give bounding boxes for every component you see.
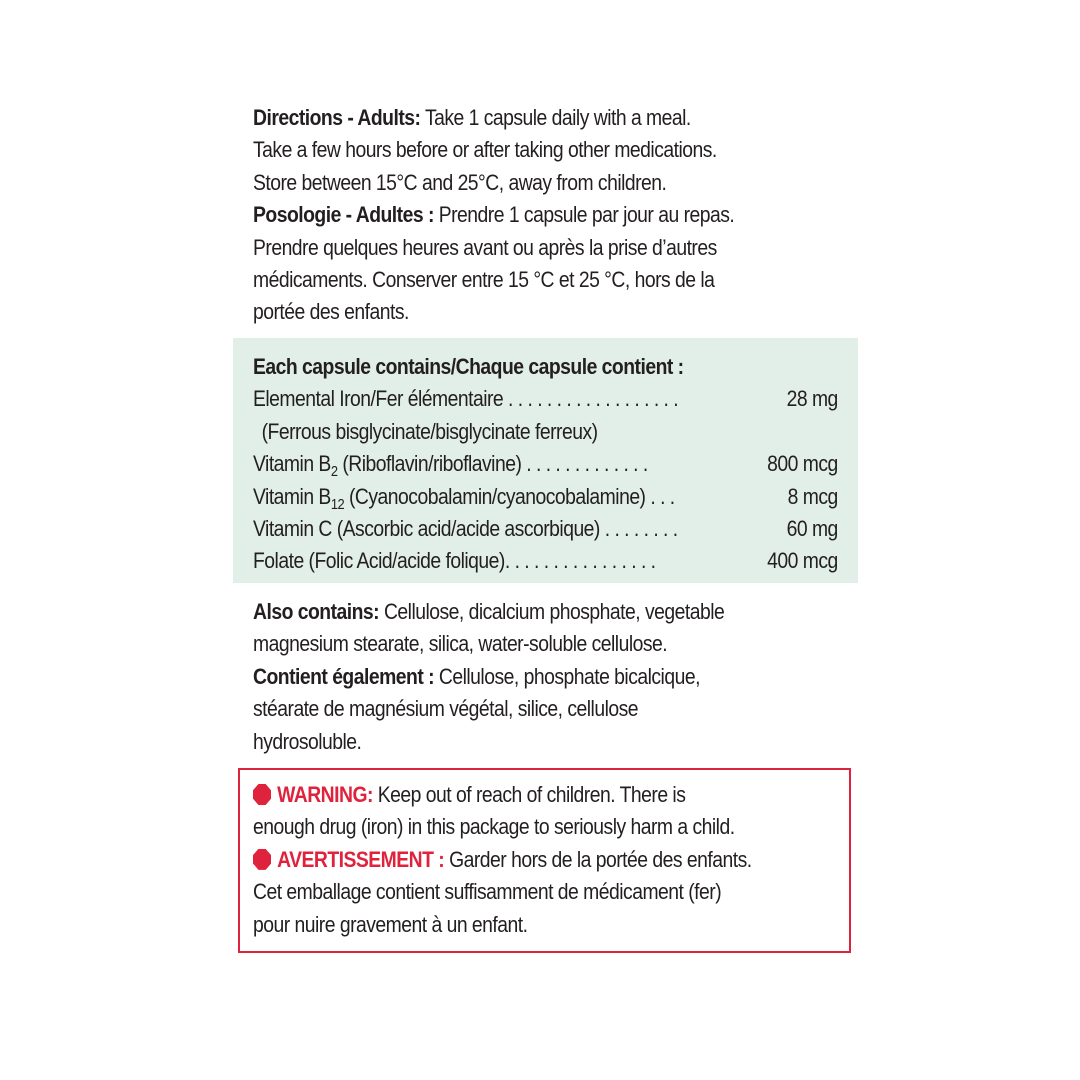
leader-dots: . . . <box>645 483 675 509</box>
warning-fr-line-1: AVERTISSEMENT : Garder hors de la portée des enfants. <box>253 844 752 876</box>
warning-en-heading: WARNING: <box>277 782 373 807</box>
composition-heading: Each capsule contains/Chaque capsule contient : <box>253 354 684 379</box>
directions-fr-line-3: médicaments. Conserver entre 15 °C et 25 °C, hors de la <box>253 267 715 293</box>
warning-fr-heading: AVERTISSEMENT : <box>277 846 445 872</box>
directions-en-line-1: Directions - Adults: Take 1 capsule daily with a meal. <box>253 105 691 130</box>
warning-fr-line-2: Cet emballage contient suffisamment de médicament (fer) <box>253 879 722 905</box>
ingredient-row-vitamin-c <box>253 513 838 545</box>
also-en-line-1: Also contains: Cellulose, dicalcium phosphate, vegetable <box>253 599 725 624</box>
ingredient-name: Vitamin $B_{12}$ (Cyanocobalamin/cyanocobalamine) <box>253 483 646 513</box>
directions-fr-heading: Posologie - Adultes : <box>253 202 434 228</box>
also-fr-line-3: hydrosoluble. <box>253 728 362 754</box>
ingredient-name: Vitamin $B_2$ (Riboflavin/riboflavine) <box>253 451 522 481</box>
ingredient-amount: 400 mcg <box>767 548 838 574</box>
leader-dots: . . . . . . . . <box>599 516 678 542</box>
directions-en-heading: Directions - Adults: <box>253 105 421 130</box>
directions-fr-line-1: Posologie - Adultes : Prendre 1 capsule par jour au repas. <box>253 202 735 228</box>
ingredient-amount: 8 mcg <box>787 483 838 509</box>
stop-sign-icon <box>253 784 271 805</box>
directions-en-line-2: Take a few hours before or after taking other medications. <box>253 137 717 163</box>
ingredient-amount: 60 mg <box>786 516 838 542</box>
directions-fr-line-2: Prendre quelques heures avant ou après la prise d’autres <box>253 234 717 260</box>
also-fr-line-1: Contient également : Cellulose, phosphate bicalcique, <box>253 663 700 689</box>
ingredient-name: Elemental Iron/Fer élémentaire <box>253 386 504 412</box>
warning-fr-line-3: pour nuire gravement à un enfant. <box>253 911 528 937</box>
leader-dots: . . . . . . . . . . . . . <box>521 451 648 477</box>
warning-en-line-1: WARNING: Keep out of reach of children. There is <box>253 779 752 811</box>
ingredient-row-iron <box>253 383 838 415</box>
ingredient-name: Vitamin C (Ascorbic acid/acide ascorbique) <box>253 516 600 542</box>
warning-content <box>253 779 752 941</box>
directions-en-line-3: Store between 15°C and 25°C, away from children. <box>253 169 667 195</box>
also-en-heading: Also contains: <box>253 599 380 624</box>
ingredient-row-b12 <box>253 481 838 513</box>
stop-sign-icon <box>253 849 271 870</box>
ingredient-row-b2 <box>253 448 838 480</box>
also-fr-heading: Contient également : <box>253 663 435 689</box>
leader-dots: . . . . . . . . . . . . . . . . . . <box>503 386 679 412</box>
warning-box <box>238 768 851 953</box>
ingredient-row-folate <box>253 545 838 577</box>
ingredient-name: Folate (Folic Acid/acide folique) <box>253 548 505 574</box>
also-fr-line-2: stéarate de magnésium végétal, silice, cellulose <box>253 696 639 722</box>
also-contains-section <box>253 596 724 758</box>
warning-en-line-2: enough drug (iron) in this package to seriously harm a child. <box>253 814 735 840</box>
ingredient-amount: 28 mg <box>786 386 838 412</box>
composition-content <box>253 351 846 578</box>
also-en-line-2: magnesium stearate, silica, water-soluble cellulose. <box>253 631 668 657</box>
leader-dots: . . . . . . . . . . . . . . . . <box>504 548 656 574</box>
ingredient-amount: 800 mcg <box>767 451 838 477</box>
composition-panel <box>233 338 858 583</box>
directions-section <box>253 102 734 329</box>
directions-fr-line-4: portée des enfants. <box>253 299 409 325</box>
ingredient-source-iron: (Ferrous bisglycinate/bisglycinate ferreux) <box>261 418 598 444</box>
